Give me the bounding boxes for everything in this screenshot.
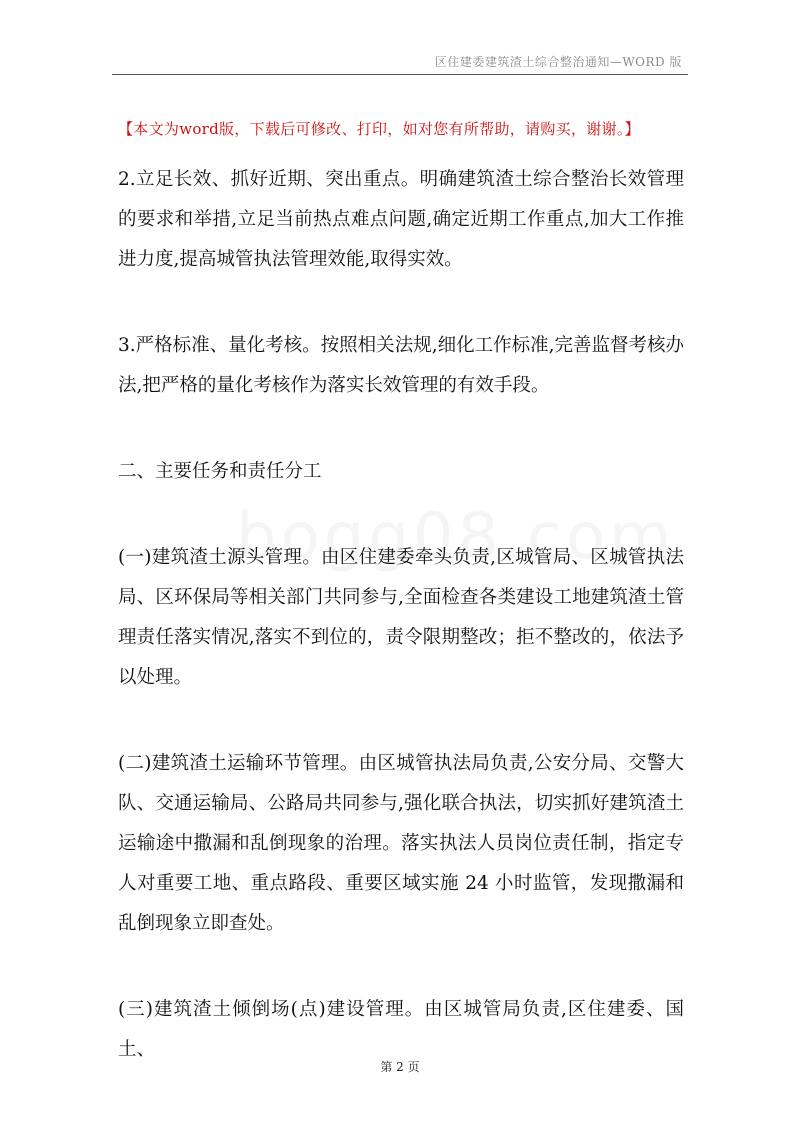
document-body bbox=[118, 160, 684, 1070]
header-divider bbox=[112, 74, 688, 75]
purchase-notice: 【本文为word版，下载后可修改、打印，如对您有所帮助，请购买，谢谢。】 bbox=[118, 120, 640, 138]
paragraph-task-1: (一)建筑渣土源头管理。由区住建委牵头负责,区城管局、区城管执法局、区环保局等相关部门共同参与,全面检查各类建设工地建筑渣土管理责任落实情况,落实不到位的，责令限期整改；拒不整改的，依法予以处理。 bbox=[118, 547, 684, 688]
paragraph-item-3: 3.严格标准、量化考核。按照相关法规,细化工作标准,完善监督考核办法,把严格的量化考核作为落实长效管理的有效手段。 bbox=[118, 335, 684, 396]
section-heading: 二、主要任务和责任分工 bbox=[118, 461, 322, 482]
paragraph-task-2: (二)建筑渣土运输环节管理。由区城管执法局负责,公安分局、交警大队、交通运输局、公路局共同参与,强化联合执法，切实抓好建筑渣土运输途中撒漏和乱倒现象的治理。落实执法人员岗位责任制，指定专人对重要工地、重点路段、重要区域实施 24 小时监管，发现撒漏和乱倒现象立即查处。 bbox=[118, 753, 684, 934]
page-number: 第 2 页 bbox=[380, 1060, 420, 1074]
paragraph-item-2: 2.立足长效、抓好近期、突出重点。明确建筑渣土综合整治长效管理的要求和举措,立足当前热点难点问题,确定近期工作重点,加大工作推进力度,提高城管执法管理效能,取得实效。 bbox=[118, 169, 684, 270]
header-title: 区住建委建筑渣土综合整治通知—WORD 版 bbox=[434, 55, 682, 69]
page-header bbox=[0, 0, 800, 76]
paragraph-task-3: (三)建筑渣土倾倒场(点)建设管理。由区城管局负责,区住建委、国土、 bbox=[118, 999, 684, 1060]
